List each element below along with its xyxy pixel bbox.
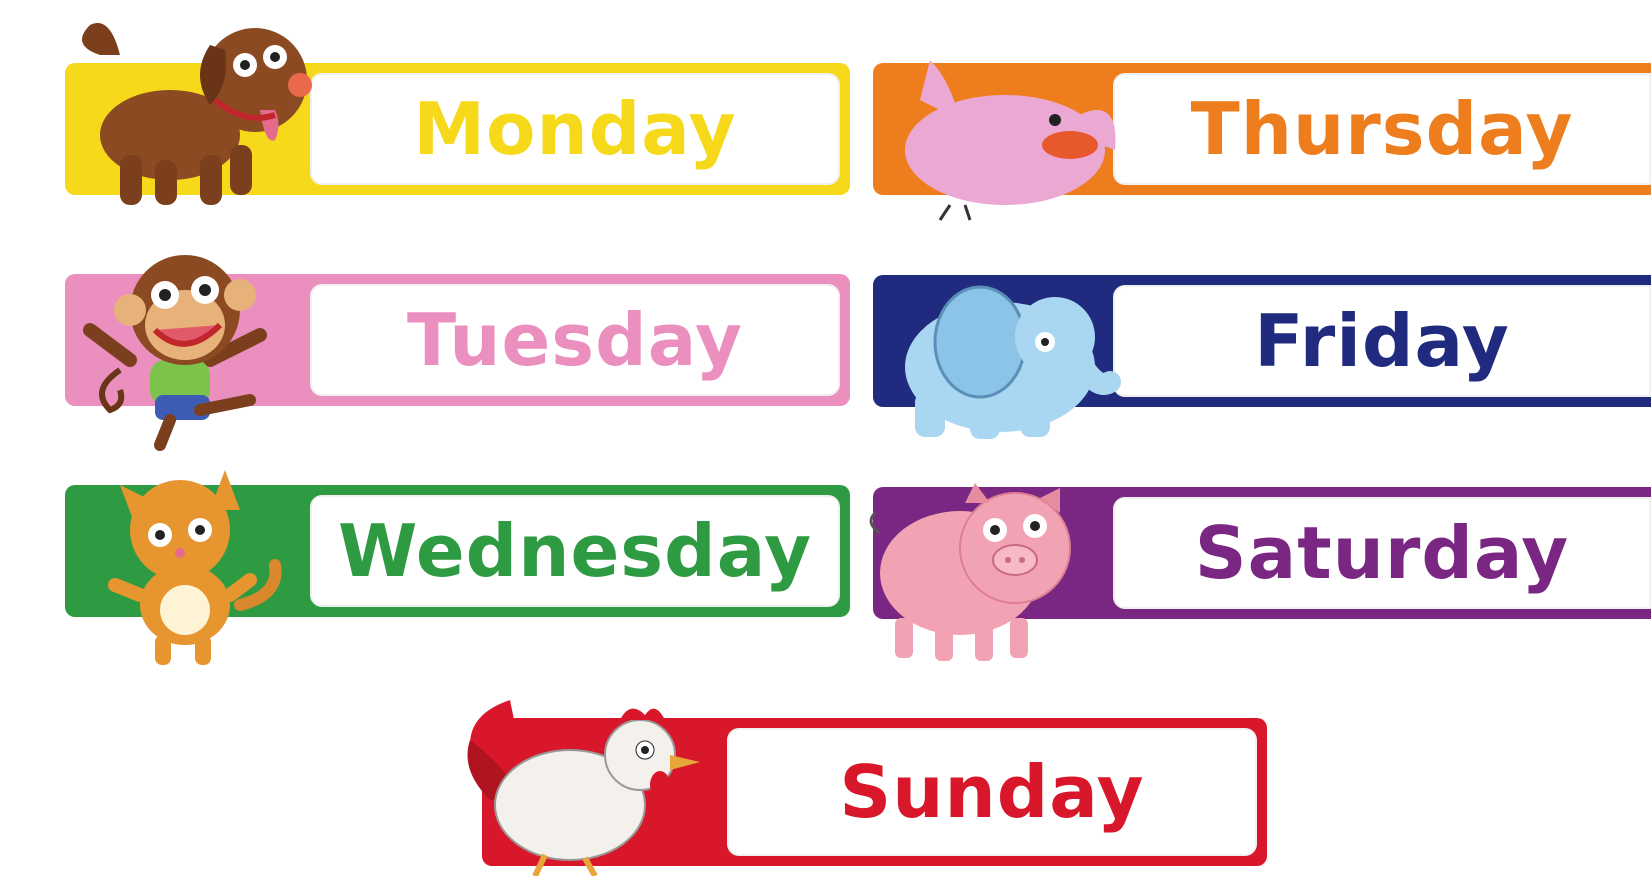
day-label-box: [727, 728, 1257, 856]
day-label-saturday: Saturday: [1194, 511, 1570, 595]
day-label-tuesday: Tuesday: [407, 298, 743, 382]
day-label-monday: Monday: [413, 87, 737, 171]
rooster-icon: [450, 690, 720, 876]
day-label-wednesday: Wednesday: [337, 509, 812, 593]
day-label-box: [310, 284, 840, 396]
day-label-box: [1113, 497, 1651, 609]
pig-icon: [865, 478, 1095, 668]
cat-icon: [100, 465, 290, 675]
day-label-box: [1113, 73, 1651, 185]
day-label-sunday: Sunday: [839, 750, 1145, 834]
day-label-box: [310, 495, 840, 607]
day-label-box: [310, 73, 840, 185]
day-label-box: [1113, 285, 1651, 397]
dog-icon: [60, 15, 320, 215]
day-label-thursday: Thursday: [1190, 87, 1574, 171]
bird-icon: [890, 40, 1135, 225]
monkey-icon: [80, 240, 280, 455]
elephant-icon: [880, 262, 1130, 447]
day-label-friday: Friday: [1254, 299, 1510, 383]
